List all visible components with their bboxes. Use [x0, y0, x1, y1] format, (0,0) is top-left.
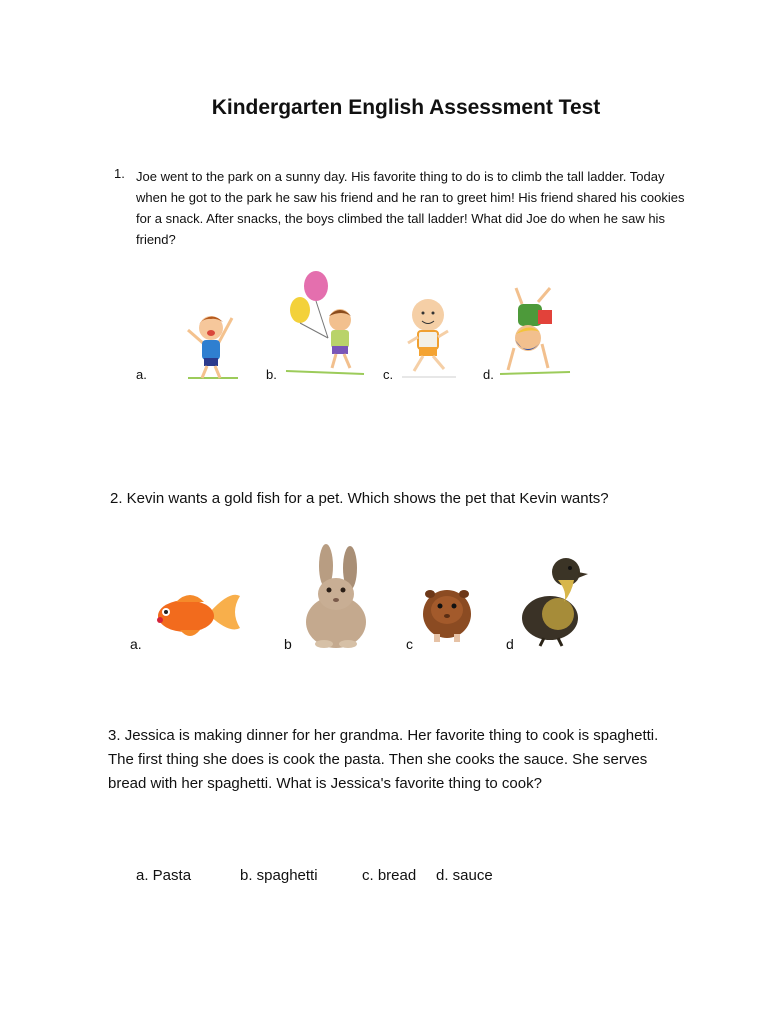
q1-option-a-label: a.	[136, 367, 147, 382]
q3-option-d: d. sauce	[436, 867, 493, 884]
running-kid-icon	[398, 295, 460, 381]
question-3-text	[108, 724, 668, 796]
kid-with-balloons-icon	[284, 268, 368, 378]
q1-option-d-label: d.	[483, 367, 494, 382]
q3-option-b: b. spaghetti	[240, 867, 318, 884]
q2-option-a-label: a.	[130, 636, 142, 652]
guinea-pig-icon	[420, 580, 474, 644]
q1-option-c-label: c.	[383, 367, 394, 382]
waving-kid-icon	[180, 300, 242, 382]
question-1-number: 1.	[114, 166, 125, 181]
goldfish-icon	[150, 586, 242, 644]
rabbit-icon	[296, 544, 376, 650]
question-2-text: 2. Kevin wants a gold fish for a pet. Which shows the pet that Kevin wants?	[110, 490, 609, 507]
q3-option-a: a. Pasta	[136, 867, 192, 884]
q2-option-c-label: c	[406, 636, 413, 652]
question-3-body: Jessica is making dinner for her grandma. Her favorite thing to cook is spaghetti. The first thing she does is cook the pasta. Then she cooks the sauce. She serves bread with her spaghetti. What is Jessica's favorite thing to cook?	[108, 727, 659, 792]
question-1-text: Joe went to the park on a sunny day. His favorite thing to do is to climb the tall ladder. Today when he got to the park he saw his friend and he ran to greet him! His friend shared his cookies for a snack. After snacks, the boys climbed the tall ladder! What did Joe do when he saw his friend?	[136, 169, 685, 247]
cartwheel-kid-icon	[500, 282, 572, 378]
q1-option-b-label: b.	[266, 367, 277, 382]
page-title: Kindergarten English Assessment Test	[211, 96, 601, 119]
q2-option-b-label: b	[284, 636, 292, 652]
q2-option-d-label: d	[506, 636, 514, 652]
q3-option-c: c. bread	[362, 867, 417, 884]
question-3-number: 3.	[108, 727, 121, 744]
duckling-icon	[518, 552, 588, 648]
